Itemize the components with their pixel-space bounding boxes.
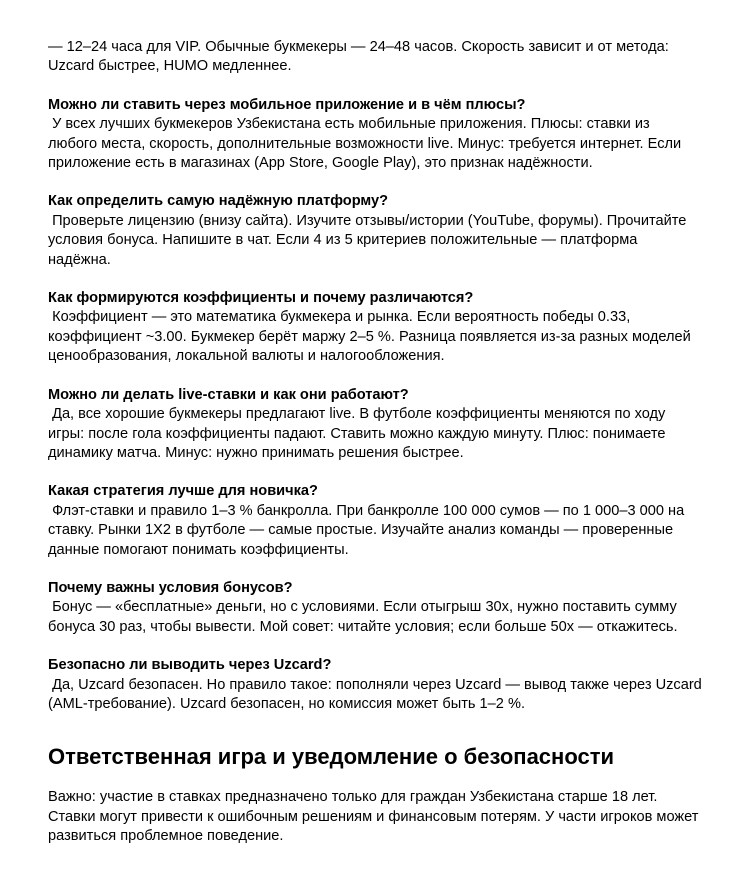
faq-item-odds (48, 289, 702, 367)
faq-question: Можно ли ставить через мобильное приложение и в чём плюсы? (48, 96, 526, 113)
faq-question: Можно ли делать live-ставки и как они работают? (48, 386, 409, 403)
faq-item-reliable-platform (48, 192, 702, 270)
faq-question: Какая стратегия лучше для новичка? (48, 483, 318, 500)
faq-answer: Да, Uzcard безопасен. Но правило такое: пополняли через Uzcard — вывод также через Uzcard (AML-требование). Uzcard безопасен, но комиссия может быть 1–2 %. (48, 676, 706, 712)
faq-answer: Коэффициент — это математика букмекера и рынка. Если вероятность победы 0.33, коэффициент ~3.00. Букмекер берёт маржу 2–5 %. Разница появляется из-за разных моделей ценообразования, локальной валюты и налогообложения. (48, 309, 695, 365)
intro-paragraph: — 12–24 часа для VIP. Обычные букмекеры — 24–48 часов. Скорость зависит и от метода: Uzcard быстрее, HUMO медленнее. (48, 39, 669, 75)
faq-answer: Флэт-ставки и правило 1–3 % банкролла. При банкролле 100 000 сумов — по 1 000–3 000 на ставку. Рынки 1X2 в футболе — самые простые. Изучайте анализ команды — проверенные данные помогают понимать коэффициенты. (48, 502, 689, 558)
section-heading-responsible-gaming: Ответственная игра и уведомление о безопасности (48, 744, 615, 770)
faq-answer: У всех лучших букмекеров Узбекистана есть мобильные приложения. Плюсы: ставки из любого места, скорость, дополнительные возможности live. Минус: требуется интернет. Если приложение есть в магазинах (App Store, Google Play), это признак надёжности. (48, 116, 686, 172)
faq-question: Как определить самую надёжную платформу? (48, 193, 389, 210)
faq-item-mobile-app (48, 96, 702, 174)
faq-item-bonus-terms (48, 579, 702, 637)
faq-question: Как формируются коэффициенты и почему различаются? (48, 290, 474, 307)
faq-answer: Проверьте лицензию (внизу сайта). Изучите отзывы/истории (YouTube, форумы). Прочитайте условия бонуса. Напишите в чат. Если 4 из 5 критериев положительные — платформа надёжна. (48, 212, 691, 268)
faq-question: Почему важны условия бонусов? (48, 579, 293, 596)
faq-item-uzcard-withdrawal (48, 656, 706, 714)
faq-question: Безопасно ли выводить через Uzcard? (48, 657, 332, 674)
faq-answer: Да, все хорошие букмекеры предлагают live. В футболе коэффициенты меняются по ходу игры: после гола коэффициенты падают. Ставить можно каждую минуту. Плюс: понимаете динамику матча. Минус: нужно принимать решения быстрее. (48, 406, 670, 461)
faq-item-live-bets (48, 386, 702, 464)
faq-answer: Бонус — «бесплатные» деньги, но с условиями. Если отыгрыш 30x, нужно поставить сумму бонуса 30 раз, чтобы вывести. Мой совет: читайте условия; если больше 50x — откажитесь. (48, 599, 681, 635)
faq-item-beginner-strategy (48, 482, 702, 560)
responsible-gaming-paragraph: Важно: участие в ставках предназначено только для граждан Узбекистана старше 18 лет. Ставки могут привести к ошибочным решениям и финансовым потерям. У части игроков может развиться проблемное поведение. (48, 789, 699, 845)
